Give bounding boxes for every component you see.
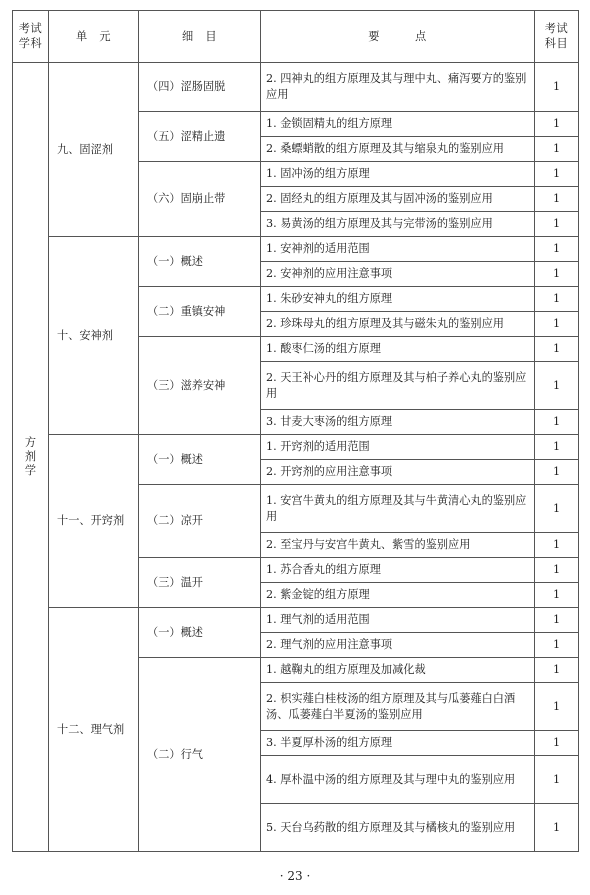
level-cell: 1 xyxy=(535,362,579,410)
level-cell: 1 xyxy=(535,558,579,583)
header-subject: 考试学科 xyxy=(13,11,49,63)
item-cell: （三）温开 xyxy=(139,558,261,608)
point-cell: 1. 朱砂安神丸的组方原理 xyxy=(261,287,535,312)
table-row xyxy=(13,608,579,633)
point-cell: 1. 酸枣仁汤的组方原理 xyxy=(261,337,535,362)
point-cell: 2. 四神丸的组方原理及其与理中丸、痛泻要方的鉴别应用 xyxy=(261,63,535,112)
item-cell: （一）概述 xyxy=(139,608,261,658)
table-row xyxy=(13,63,579,112)
level-cell: 1 xyxy=(535,63,579,112)
level-cell: 1 xyxy=(535,608,579,633)
point-cell: 2. 天王补心丹的组方原理及其与柏子养心丸的鉴别应用 xyxy=(261,362,535,410)
table-row xyxy=(13,237,579,262)
point-cell: 3. 半夏厚朴汤的组方原理 xyxy=(261,731,535,756)
point-cell: 5. 天台乌药散的组方原理及其与橘核丸的鉴别应用 xyxy=(261,804,535,852)
level-cell: 1 xyxy=(535,485,579,533)
level-cell: 1 xyxy=(535,683,579,731)
level-cell: 1 xyxy=(535,533,579,558)
level-cell: 1 xyxy=(535,583,579,608)
point-cell: 2. 开窍剂的应用注意事项 xyxy=(261,460,535,485)
point-cell: 3. 甘麦大枣汤的组方原理 xyxy=(261,410,535,435)
point-cell: 1. 苏合香丸的组方原理 xyxy=(261,558,535,583)
point-cell: 2. 珍珠母丸的组方原理及其与磁朱丸的鉴别应用 xyxy=(261,312,535,337)
level-cell: 1 xyxy=(535,658,579,683)
unit-cell: 十、安神剂 xyxy=(49,237,139,435)
header-item: 细 目 xyxy=(139,11,261,63)
level-cell: 1 xyxy=(535,312,579,337)
level-cell: 1 xyxy=(535,435,579,460)
point-cell: 2. 安神剂的应用注意事项 xyxy=(261,262,535,287)
subject-label: 方剂学 xyxy=(24,435,37,477)
item-cell: （六）固崩止带 xyxy=(139,162,261,237)
item-cell: （二）行气 xyxy=(139,658,261,852)
point-cell: 2. 桑螵蛸散的组方原理及其与缩泉丸的鉴别应用 xyxy=(261,137,535,162)
table-row xyxy=(13,435,579,460)
item-cell: （三）滋养安神 xyxy=(139,337,261,435)
point-cell: 2. 紫金锭的组方原理 xyxy=(261,583,535,608)
level-cell: 1 xyxy=(535,410,579,435)
header-point: 要 点 xyxy=(261,11,535,63)
level-cell: 1 xyxy=(535,633,579,658)
item-cell: （二）凉开 xyxy=(139,485,261,558)
subject-cell xyxy=(13,63,49,852)
point-cell: 1. 安神剂的适用范围 xyxy=(261,237,535,262)
point-cell: 2. 理气剂的应用注意事项 xyxy=(261,633,535,658)
header-unit: 单 元 xyxy=(49,11,139,63)
level-cell: 1 xyxy=(535,212,579,237)
level-cell: 1 xyxy=(535,804,579,852)
point-cell: 1. 理气剂的适用范围 xyxy=(261,608,535,633)
header-level: 考试科目 xyxy=(535,11,579,63)
level-cell: 1 xyxy=(535,162,579,187)
level-cell: 1 xyxy=(535,262,579,287)
item-cell: （一）概述 xyxy=(139,237,261,287)
point-cell: 1. 金锁固精丸的组方原理 xyxy=(261,112,535,137)
level-cell: 1 xyxy=(535,137,579,162)
point-cell: 2. 至宝丹与安宫牛黄丸、紫雪的鉴别应用 xyxy=(261,533,535,558)
point-cell: 1. 固冲汤的组方原理 xyxy=(261,162,535,187)
point-cell: 2. 固经丸的组方原理及其与固冲汤的鉴别应用 xyxy=(261,187,535,212)
level-cell: 1 xyxy=(535,460,579,485)
point-cell: 3. 易黄汤的组方原理及其与完带汤的鉴别应用 xyxy=(261,212,535,237)
item-cell: （一）概述 xyxy=(139,435,261,485)
syllabus-table xyxy=(12,10,579,852)
page-number: · 23 · xyxy=(279,869,311,883)
item-cell: （五）涩精止遗 xyxy=(139,112,261,162)
unit-cell: 十一、开窍剂 xyxy=(49,435,139,608)
level-cell: 1 xyxy=(535,287,579,312)
point-cell: 1. 开窍剂的适用范围 xyxy=(261,435,535,460)
unit-cell: 九、固涩剂 xyxy=(49,63,139,237)
point-cell: 4. 厚朴温中汤的组方原理及其与理中丸的鉴别应用 xyxy=(261,756,535,804)
point-cell: 1. 安宫牛黄丸的组方原理及其与牛黄清心丸的鉴别应用 xyxy=(261,485,535,533)
level-cell: 1 xyxy=(535,237,579,262)
table-body xyxy=(13,63,579,852)
item-cell: （二）重镇安神 xyxy=(139,287,261,337)
unit-cell: 十二、理气剂 xyxy=(49,608,139,852)
level-cell: 1 xyxy=(535,731,579,756)
item-cell: （四）涩肠固脱 xyxy=(139,63,261,112)
level-cell: 1 xyxy=(535,112,579,137)
point-cell: 2. 枳实薤白桂枝汤的组方原理及其与瓜蒌薤白白酒汤、瓜蒌薤白半夏汤的鉴别应用 xyxy=(261,683,535,731)
level-cell: 1 xyxy=(535,187,579,212)
level-cell: 1 xyxy=(535,337,579,362)
level-cell: 1 xyxy=(535,756,579,804)
point-cell: 1. 越鞠丸的组方原理及加减化裁 xyxy=(261,658,535,683)
